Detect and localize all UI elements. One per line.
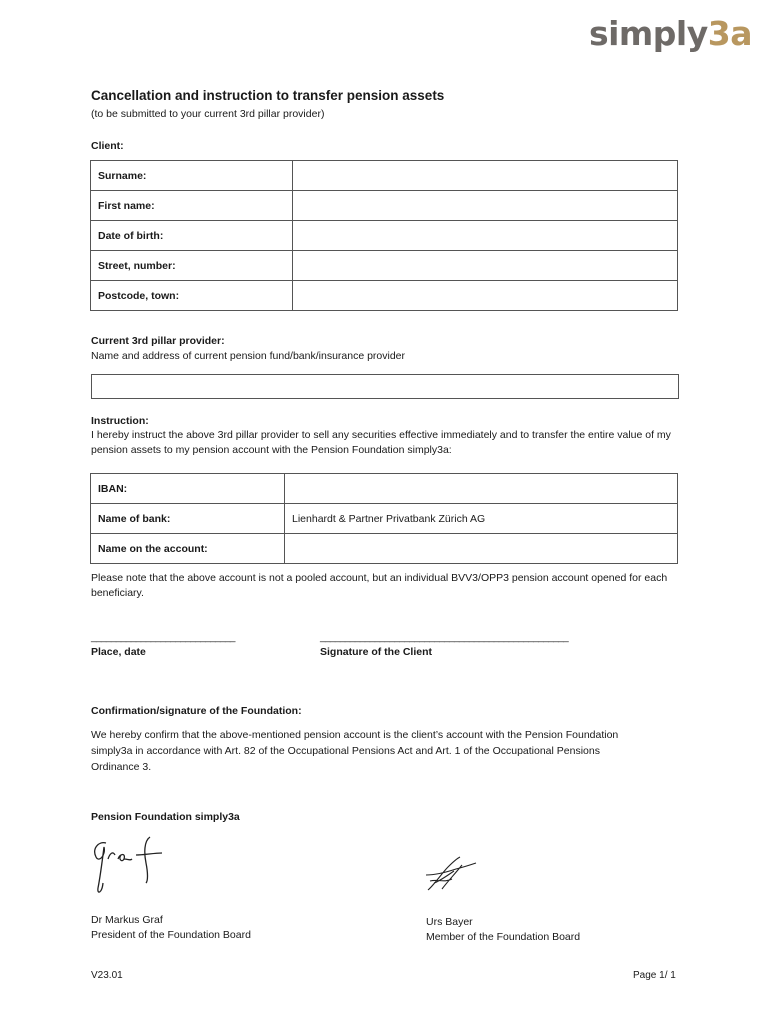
account-note: Please note that the above account is not a pooled account, but an individual BVV3/OPP3 pension account opened for each beneficiary. — [91, 572, 668, 599]
date-of-birth-label: Date of birth: — [91, 221, 293, 251]
street-number-field[interactable] — [293, 251, 678, 281]
instruction-heading: Instruction: — [91, 415, 149, 427]
signer2-name: Urs Bayer — [426, 916, 473, 928]
surname-field[interactable] — [293, 161, 678, 191]
postcode-town-label: Postcode, town: — [91, 281, 293, 311]
client-heading: Client: — [91, 140, 124, 152]
account-name-label: Name on the account: — [91, 534, 285, 564]
logo-accent-text: 3a — [707, 14, 752, 53]
first-name-label: First name: — [91, 191, 293, 221]
account-name-field[interactable] — [285, 534, 678, 564]
table-row — [91, 474, 678, 504]
client-table — [90, 160, 678, 311]
table-row — [91, 504, 678, 534]
signature-bayer-image — [408, 845, 488, 900]
document-subtitle: (to be submitted to your current 3rd pillar provider) — [91, 108, 325, 120]
version-label: V23.01 — [91, 970, 123, 981]
signer1-role: President of the Foundation Board — [91, 929, 251, 941]
instruction-text: I hereby instruct the above 3rd pillar provider to sell any securities effective immediately and to transfer the entire value of my pension assets to my pension account with the Pension Foundation simply3a: — [91, 429, 671, 456]
signature-graf-image — [88, 833, 178, 898]
provider-description: Name and address of current pension fund/bank/insurance provider — [91, 350, 406, 362]
page-number: Page 1/ 1 — [633, 970, 676, 981]
table-row — [91, 221, 678, 251]
simply3a-logo — [589, 14, 752, 53]
bank-name-label: Name of bank: — [91, 504, 285, 534]
street-number-label: Street, number: — [91, 251, 293, 281]
table-row — [91, 191, 678, 221]
place-date-label: Place, date — [91, 646, 146, 658]
postcode-town-field[interactable] — [293, 281, 678, 311]
table-row — [91, 534, 678, 564]
provider-heading: Current 3rd pillar provider: — [91, 335, 225, 347]
iban-label: IBAN: — [91, 474, 285, 504]
signer2-role: Member of the Foundation Board — [426, 931, 581, 943]
iban-field[interactable] — [285, 474, 678, 504]
bank-table — [90, 473, 678, 564]
confirmation-heading: Confirmation/signature of the Foundation: — [91, 705, 302, 717]
date-of-birth-field[interactable] — [293, 221, 678, 251]
surname-label: Surname: — [91, 161, 293, 191]
confirmation-text: We hereby confirm that the above-mentioned pension account is the client’s account with the Pension Foundation simply3a in accordance with Art. 82 of the Occupational Pensions Act and Art. 1 of the Occupational Pensions Ordinance 3. — [91, 729, 619, 773]
bank-name-value: Lienhardt & Partner Privatbank Zürich AG — [285, 504, 678, 534]
foundation-name: Pension Foundation simply3a — [91, 811, 240, 823]
document-title: Cancellation and instruction to transfer pension assets — [91, 88, 445, 103]
client-signature-label: Signature of the Client — [320, 646, 433, 658]
place-date-line[interactable]: _____________________________ — [91, 632, 235, 643]
table-row — [91, 251, 678, 281]
provider-field[interactable] — [91, 374, 679, 399]
table-row — [91, 281, 678, 311]
signer1-name: Dr Markus Graf — [91, 914, 163, 926]
client-signature-line[interactable]: __________________________________________________ — [320, 632, 569, 643]
logo-text: simply — [588, 14, 708, 53]
table-row — [91, 161, 678, 191]
first-name-field[interactable] — [293, 191, 678, 221]
